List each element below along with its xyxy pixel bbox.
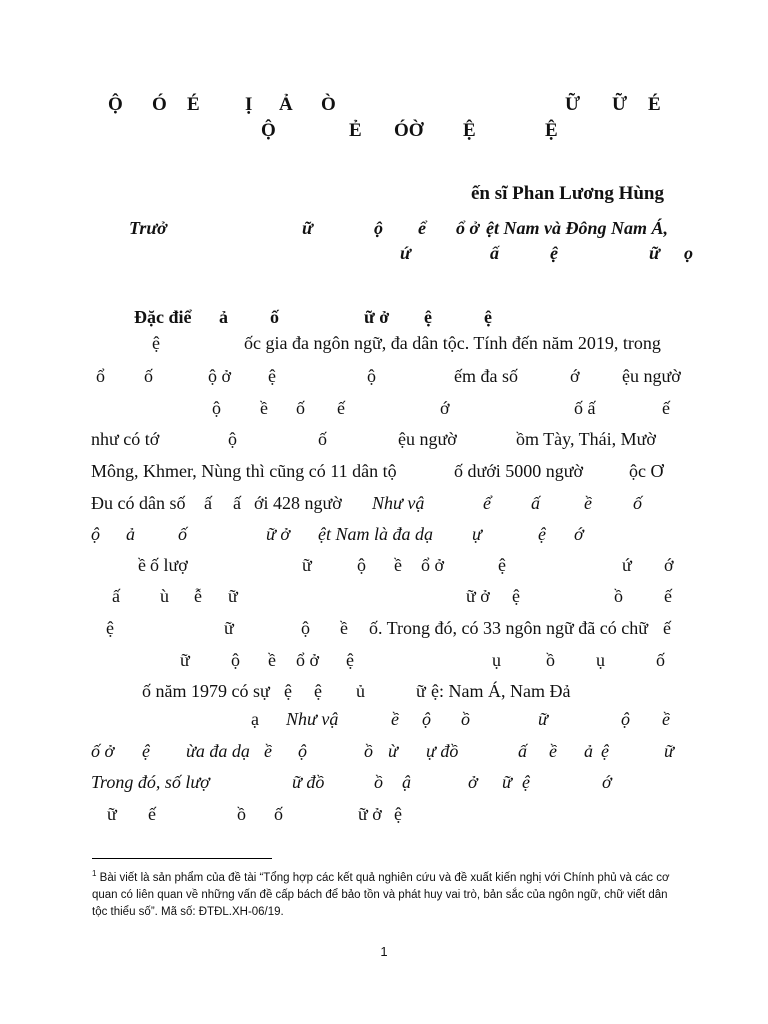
footnote-separator (92, 858, 272, 859)
body-text: ệ (538, 524, 546, 544)
body-text: ứ (622, 555, 632, 575)
body-text: ộ ở (208, 366, 232, 386)
body-text: ữ ở (266, 524, 290, 544)
body-text: ố (274, 804, 283, 824)
body-text: ừ (388, 741, 398, 761)
body-text: ữ (538, 709, 548, 729)
title-fragment: Ò (321, 94, 336, 115)
body-text: ới 428 ngườ (254, 493, 342, 513)
title-fragment: Ị (245, 94, 253, 115)
title-fragment: É (648, 94, 661, 115)
body-text: ề (549, 741, 557, 761)
body-text: ộ (91, 524, 100, 544)
body-text: ệ (142, 741, 150, 761)
affiliation-fragment: ộ (374, 218, 383, 238)
body-text: Như vậ (286, 709, 339, 729)
body-text: ữ (180, 650, 190, 670)
body-text: ộ (231, 650, 240, 670)
body-text: ế (148, 804, 156, 824)
body-text: ả (584, 741, 593, 761)
body-text: ể (483, 493, 491, 513)
body-text: ữ (416, 681, 426, 701)
body-text: ụ (596, 650, 605, 670)
body-text: ữ (107, 804, 117, 824)
body-text: ệ (498, 555, 506, 575)
body-text: ồ (374, 772, 383, 792)
footnote (92, 865, 682, 921)
body-text: như có tớ (91, 429, 160, 449)
section-heading-fragment: ệ (484, 307, 492, 327)
body-text: ủ (356, 681, 365, 701)
footnote-text: Bài viết là sản phẩm của đề tài “Tổng hợp các kết quả nghiên cứu và đề xuất kiến nghị với Chính phủ và các cơ quan có liên quan về những vấn đề cấp bách để bảo tồn và phát huy vai trò, bản sắc của ngôn ngữ, chữ viết dân tộc thiểu số”. Mã số: ĐTĐL.XH-06/19. (92, 871, 670, 918)
body-text: ố (633, 493, 642, 513)
affiliation-fragment: ổ ở (456, 218, 480, 238)
section-heading-fragment: ữ ở (364, 307, 390, 327)
body-text: ế (664, 586, 672, 606)
body-text: ộ (298, 741, 307, 761)
body-text: ữ (502, 772, 512, 792)
body-text: ề (260, 398, 268, 418)
body-text: ộc Ơ (629, 461, 664, 481)
body-text: ế (337, 398, 345, 418)
body-text: ề (268, 650, 276, 670)
body-text: ồ (546, 650, 555, 670)
title-fragment: Ộ (261, 120, 276, 141)
body-text: ệ (106, 618, 114, 638)
title-fragment: Ệ (545, 120, 558, 141)
body-text: ậ (402, 772, 411, 792)
title-fragment: Ó (152, 94, 167, 115)
footnote-marker: 1 (92, 869, 97, 878)
body-text: ố. Trong đó, có 33 ngôn ngữ đã có chữ (369, 618, 648, 638)
body-text: ồ (461, 709, 470, 729)
body-text: ộ (367, 366, 376, 386)
body-text: ế (663, 618, 671, 638)
body-text: ề (584, 493, 592, 513)
body-text: ếm đa số (454, 366, 518, 386)
body-text: ồ (364, 741, 373, 761)
body-text: Đu có dân số (91, 493, 186, 513)
body-text: ệu ngườ (622, 366, 681, 386)
body-text: ễ (194, 586, 202, 606)
body-text: ề (394, 555, 402, 575)
title-fragment: Ả (279, 94, 293, 115)
body-text: ấ (112, 586, 120, 606)
body-text: ấ (531, 493, 540, 513)
body-text: ớ (440, 398, 450, 418)
body-text: ữ ở (358, 804, 382, 824)
affiliation-fragment: ữ (302, 218, 313, 238)
section-heading-fragment: ả (219, 307, 228, 327)
body-text: ế (662, 398, 670, 418)
title-fragment: ÓỜ (394, 120, 424, 141)
body-text: Như vậ (372, 493, 425, 513)
body-text: ệ (268, 366, 276, 386)
body-text: ổ ở (296, 650, 320, 670)
body-text: ệ (152, 333, 160, 353)
body-text: ữ (224, 618, 234, 638)
affiliation-fragment: Trưở (129, 218, 167, 238)
affiliation-fragment: ữ (649, 243, 660, 263)
body-text: ữ (228, 586, 238, 606)
title-fragment: Ẻ (349, 120, 362, 141)
body-text: ự đồ (426, 741, 459, 761)
body-text: ồ (237, 804, 246, 824)
body-text: ệt Nam là đa dạ (318, 524, 433, 544)
body-text: ổ ở (421, 555, 445, 575)
body-text: Trong đó, số lượ (91, 772, 210, 792)
body-text: ố (656, 650, 665, 670)
body-text: ố dưới 5000 ngườ (454, 461, 584, 481)
body-text: ữ (664, 741, 674, 761)
body-text: ề (662, 709, 670, 729)
body-text: ố (178, 524, 187, 544)
body-text: ệ (522, 772, 530, 792)
body-text: ớ (602, 772, 612, 792)
body-text: ữ (302, 555, 312, 575)
affiliation-fragment: ệt Nam và Đông Nam Á, (486, 218, 668, 238)
author-name: ến sĩ Phan Lương Hùng (471, 183, 664, 204)
page-number: 1 (380, 944, 388, 959)
section-heading-fragment: ố (270, 307, 279, 327)
body-text: ự (472, 524, 482, 544)
body-text: ố lượ (150, 555, 188, 575)
body-text: ệ (284, 681, 292, 701)
body-text: ệu ngườ (398, 429, 457, 449)
body-text: ốc gia đa ngôn ngữ, đa dân tộc. Tính đến năm 2019, trong (244, 333, 661, 353)
body-text: ạ (251, 709, 259, 729)
body-text: ố (296, 398, 305, 418)
body-text: ở (468, 772, 478, 792)
title-fragment: Ữ (612, 94, 628, 115)
body-text: ề (264, 741, 272, 761)
body-text: ệ: Nam Á, Nam Đả (431, 681, 571, 701)
title-fragment: Ệ (463, 120, 476, 141)
body-text: ộ (228, 429, 237, 449)
body-text: ả (126, 524, 135, 544)
body-text: ộ (357, 555, 366, 575)
affiliation-fragment: ể (418, 218, 426, 238)
body-text: ộ (621, 709, 630, 729)
body-text: ộ (212, 398, 221, 418)
body-text: ớ (574, 524, 584, 544)
body-text: ữ đồ (292, 772, 325, 792)
body-text: ộ (301, 618, 310, 638)
section-heading-fragment: ệ (424, 307, 432, 327)
body-text: ố (144, 366, 153, 386)
title-fragment: Ữ (565, 94, 581, 115)
body-text: ệ (346, 650, 354, 670)
body-text: ệ (601, 741, 609, 761)
body-text: ố ấ (574, 398, 596, 418)
affiliation-fragment: ứ (400, 243, 411, 263)
body-text: ấ (518, 741, 527, 761)
body-text: ớ (570, 366, 580, 386)
body-text: ừa đa dạ (186, 741, 250, 761)
body-text: ố (318, 429, 327, 449)
body-text: ồm Tày, Thái, Mườ (516, 429, 656, 449)
title-fragment: Ộ (108, 94, 123, 115)
affiliation-fragment: ệ (550, 243, 558, 263)
body-text: ề (138, 555, 146, 575)
body-text: ụ (492, 650, 501, 670)
body-text: ề (340, 618, 348, 638)
body-text: ổ (96, 366, 105, 386)
body-text: ệ (512, 586, 520, 606)
body-text: ù (160, 586, 169, 606)
body-text: ấ (233, 493, 241, 513)
body-text: ồ (614, 586, 623, 606)
body-text: ố năm 1979 có sự (142, 681, 270, 701)
body-text: ố ở (91, 741, 115, 761)
body-text: ệ (394, 804, 402, 824)
body-text: ộ (422, 709, 431, 729)
body-text: ề (391, 709, 399, 729)
affiliation-fragment: ấ (490, 243, 499, 263)
body-text: Mông, Khmer, Nùng thì cũng có 11 dân tộ (91, 461, 397, 481)
body-text: ệ (314, 681, 322, 701)
body-text: ấ (204, 493, 212, 513)
affiliation-fragment: ọ (684, 243, 693, 263)
title-fragment: É (187, 94, 200, 115)
body-text: ữ ở (466, 586, 490, 606)
section-heading-fragment: Đặc điể (134, 307, 192, 327)
body-text: ớ (664, 555, 674, 575)
